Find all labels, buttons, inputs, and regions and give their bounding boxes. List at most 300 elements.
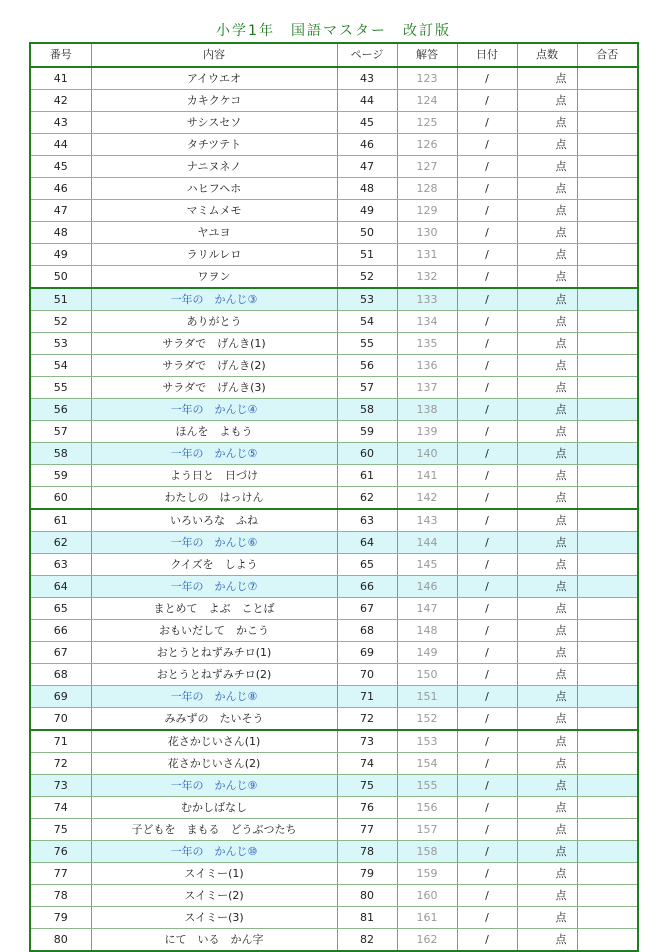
row-date: / [457,266,517,289]
row-pass [577,819,637,841]
row-pass [577,311,637,333]
row-date: / [457,421,517,443]
row-title: にて いる かん字 [91,929,337,951]
header-pass: 合否 [577,44,637,67]
row-date: / [457,200,517,222]
row-score: 点 [517,156,577,178]
row-page: 78 [337,841,397,863]
table-row [31,753,637,775]
row-number: 80 [53,932,68,946]
row-date: / [457,863,517,885]
row-answer-page: 138 [397,399,457,421]
row-pass [577,576,637,598]
row-number: 66 [31,620,91,642]
row-page: 58 [337,399,397,421]
row-title: サラダで げんき(3) [91,377,337,399]
table-row [31,377,637,399]
row-score: 点 [517,421,577,443]
row-date: / [457,333,517,355]
row-number: 68 [31,664,91,686]
row-score: 点 [517,465,577,487]
row-score: 点 [517,819,577,841]
table-row [31,487,637,510]
row-pass [577,156,637,178]
row-number: 50 [31,266,91,289]
row-date: / [457,355,517,377]
row-page: 69 [337,642,397,664]
row-page: 53 [337,288,397,311]
table-row [31,355,637,377]
lesson-table [31,44,637,950]
row-number: 49 [31,244,91,266]
row-page: 48 [337,178,397,200]
table-row [31,67,637,90]
row-title: クイズを しよう [91,554,337,576]
row-page: 82 [337,929,397,951]
table-row [31,178,637,200]
table-row [31,686,637,708]
row-number: 58 [31,443,91,465]
row-page: 56 [337,355,397,377]
row-page: 71 [337,686,397,708]
row-number: 75 [31,819,91,841]
row-answer-page: 137 [397,377,457,399]
row-pass [577,200,637,222]
row-answer-page: 154 [397,753,457,775]
row-title: スイミー(3) [91,907,337,929]
row-number: 69 [31,686,91,708]
row-pass [577,863,637,885]
row-title: ほんを よもう [91,421,337,443]
row-number: 79 [31,907,91,929]
row-title: おとうとねずみチロ(2) [91,664,337,686]
row-page: 43 [337,67,397,90]
row-page: 54 [337,311,397,333]
row-date: / [457,244,517,266]
page-title: 小学1年 国語マスター 改訂版 [216,23,451,39]
row-title: タチツテト [91,134,337,156]
row-score: 点 [517,509,577,532]
row-page: 64 [337,532,397,554]
row-score: 点 [517,200,577,222]
row-number: 48 [31,222,91,244]
row-page: 72 [337,708,397,731]
row-answer-page: 126 [397,134,457,156]
row-date: / [457,797,517,819]
row-title: サラダで げんき(1) [91,333,337,355]
row-score: 点 [517,377,577,399]
row-date: / [457,576,517,598]
table-row [31,664,637,686]
row-number: 44 [31,134,91,156]
row-answer-page: 143 [397,509,457,532]
row-answer-page: 129 [397,200,457,222]
row-title: いろいろな ふね [91,509,337,532]
table-row [31,576,637,598]
row-pass [577,134,637,156]
row-title: マミムメモ [91,200,337,222]
row-score: 点 [517,355,577,377]
row-title: 一年の かんじ⑧ [91,686,337,708]
row-title: 一年の かんじ⑥ [91,532,337,554]
row-number: 70 [31,708,91,731]
row-number: 61 [31,509,91,532]
row-title: むかしばなし [91,797,337,819]
row-page: 47 [337,156,397,178]
row-pass [577,686,637,708]
row-score: 点 [517,532,577,554]
table-row [31,134,637,156]
row-pass [577,598,637,620]
row-number: 78 [31,885,91,907]
row-page: 52 [337,266,397,289]
row-number: 47 [31,200,91,222]
row-date: / [457,753,517,775]
row-score: 点 [517,134,577,156]
progress-sheet [29,42,639,952]
table-row [31,797,637,819]
table-row [31,907,637,929]
row-pass [577,730,637,753]
row-number: 45 [31,156,91,178]
row-page: 73 [337,730,397,753]
row-number: 43 [31,112,91,134]
row-title: みみずの たいそう [91,708,337,731]
row-title: アイウエオ [91,67,337,90]
row-answer-page: 159 [397,863,457,885]
row-number: 52 [31,311,91,333]
table-row [31,554,637,576]
row-title: まとめて よぶ ことば [91,598,337,620]
row-page: 44 [337,90,397,112]
row-pass [577,929,637,951]
row-answer-page: 130 [397,222,457,244]
table-row [31,399,637,421]
row-answer-page: 158 [397,841,457,863]
row-title: ヤユヨ [91,222,337,244]
row-score: 点 [517,112,577,134]
row-answer-page: 139 [397,421,457,443]
row-number: 46 [31,178,91,200]
row-date: / [457,642,517,664]
table-row [31,642,637,664]
row-title: 花さかじいさん(1) [91,730,337,753]
row-pass [577,112,637,134]
table-row [31,509,637,532]
table-row [31,156,637,178]
row-answer-page: 157 [397,819,457,841]
row-number: 54 [31,355,91,377]
row-answer-page: 144 [397,532,457,554]
row-answer-page: 128 [397,178,457,200]
row-pass [577,377,637,399]
row-page: 67 [337,598,397,620]
row-number: 51 [31,288,91,311]
table-row [31,885,637,907]
row-page: 62 [337,487,397,510]
row-pass [577,443,637,465]
table-row [31,620,637,642]
row-pass [577,532,637,554]
row-number: 41 [31,67,91,90]
row-page: 65 [337,554,397,576]
table-row [31,532,637,554]
row-score: 点 [517,598,577,620]
row-score: 点 [517,620,577,642]
row-answer-page: 140 [397,443,457,465]
row-answer-page: 147 [397,598,457,620]
row-answer-page: 133 [397,288,457,311]
row-score: 点 [517,487,577,510]
row-number: 65 [31,598,91,620]
table-row [31,288,637,311]
row-answer-page: 150 [397,664,457,686]
row-page: 77 [337,819,397,841]
row-score: 点 [517,266,577,289]
header-number: 番号 [31,44,91,67]
table-row [31,112,637,134]
row-pass [577,67,637,90]
row-score: 点 [517,333,577,355]
row-date: / [457,775,517,797]
table-row [31,266,637,289]
row-page: 76 [337,797,397,819]
row-title: おもいだして かこう [91,620,337,642]
row-title: おとうとねずみチロ(1) [91,642,337,664]
row-title: 一年の かんじ⑦ [91,576,337,598]
row-date: / [457,178,517,200]
row-page: 63 [337,509,397,532]
row-pass [577,620,637,642]
row-pass [577,664,637,686]
row-pass [577,841,637,863]
row-pass [577,355,637,377]
row-score: 点 [517,554,577,576]
row-number: 74 [31,797,91,819]
row-number: 77 [31,863,91,885]
row-score: 点 [517,576,577,598]
row-pass [577,642,637,664]
table-row [31,222,637,244]
row-score: 点 [517,797,577,819]
row-score: 点 [517,244,577,266]
row-answer-page: 123 [397,67,457,90]
row-date: / [457,907,517,929]
row-title: スイミー(2) [91,885,337,907]
row-date: / [457,686,517,708]
row-score: 点 [517,907,577,929]
row-score: 点 [517,90,577,112]
row-page: 57 [337,377,397,399]
table-row [31,819,637,841]
row-score: 点 [517,753,577,775]
row-title: ハヒフヘホ [91,178,337,200]
row-number: 42 [31,90,91,112]
table-row [31,929,637,951]
row-page: 66 [337,576,397,598]
row-pass [577,222,637,244]
row-pass [577,487,637,510]
row-title: ナニヌネノ [91,156,337,178]
row-pass [577,509,637,532]
row-date: / [457,465,517,487]
row-answer-page: 161 [397,907,457,929]
row-number: 76 [31,841,91,863]
row-answer-page: 146 [397,576,457,598]
table-row [31,465,637,487]
row-date: / [457,620,517,642]
row-date: / [457,134,517,156]
row-date: / [457,509,517,532]
row-number: 56 [31,399,91,421]
row-answer-page: 160 [397,885,457,907]
row-score: 点 [517,399,577,421]
row-page: 61 [337,465,397,487]
row-pass [577,399,637,421]
row-title: ワヲン [91,266,337,289]
row-answer-page: 152 [397,708,457,731]
row-answer-page: 135 [397,333,457,355]
row-pass [577,797,637,819]
row-score: 点 [517,642,577,664]
row-number: 71 [31,730,91,753]
row-score: 点 [517,311,577,333]
table-row [31,311,637,333]
row-date: / [457,730,517,753]
row-date: / [457,929,517,951]
table-row [31,200,637,222]
header-content: 内容 [91,44,337,67]
row-number: 72 [31,753,91,775]
row-date: / [457,708,517,731]
row-title: カキクケコ [91,90,337,112]
header-answer: 解答 [397,44,457,67]
row-answer-page: 151 [397,686,457,708]
row-pass [577,753,637,775]
header-score: 点数 [517,44,577,67]
table-row [31,863,637,885]
row-number: 62 [31,532,91,554]
row-score: 点 [517,775,577,797]
row-score: 点 [517,708,577,731]
row-score: 点 [517,288,577,311]
table-row [31,775,637,797]
header-date: 日付 [457,44,517,67]
row-answer-page: 156 [397,797,457,819]
row-score: 点 [517,730,577,753]
row-title: 一年の かんじ③ [91,288,337,311]
row-pass [577,775,637,797]
row-page: 81 [337,907,397,929]
table-row [31,90,637,112]
row-score: 点 [517,929,577,951]
row-answer-page: 131 [397,244,457,266]
row-answer-page: 148 [397,620,457,642]
row-title: 一年の かんじ⑩ [91,841,337,863]
table-row [31,443,637,465]
table-header-row [31,44,637,67]
row-answer-page: 125 [397,112,457,134]
row-pass [577,465,637,487]
row-score: 点 [517,863,577,885]
row-title: 花さかじいさん(2) [91,753,337,775]
table-row [31,730,637,753]
row-pass [577,885,637,907]
row-date: / [457,288,517,311]
row-date: / [457,67,517,90]
row-pass [577,421,637,443]
row-date: / [457,598,517,620]
row-title: スイミー(1) [91,863,337,885]
row-number: 57 [31,421,91,443]
row-answer-page: 141 [397,465,457,487]
row-date: / [457,532,517,554]
row-answer-page: 124 [397,90,457,112]
row-answer-page: 134 [397,311,457,333]
row-page: 46 [337,134,397,156]
row-number: 53 [31,333,91,355]
row-number: 73 [31,775,91,797]
row-pass [577,266,637,289]
table-row [31,244,637,266]
row-pass [577,333,637,355]
row-title: 一年の かんじ④ [91,399,337,421]
row-score: 点 [517,841,577,863]
row-score: 点 [517,664,577,686]
row-page: 68 [337,620,397,642]
row-page: 74 [337,753,397,775]
row-score: 点 [517,67,577,90]
row-page: 51 [337,244,397,266]
row-number: 63 [31,554,91,576]
row-score: 点 [517,443,577,465]
row-number: 60 [31,487,91,510]
row-date: / [457,377,517,399]
row-page: 79 [337,863,397,885]
row-title: 一年の かんじ⑨ [91,775,337,797]
row-answer-page: 136 [397,355,457,377]
row-pass [577,244,637,266]
row-score: 点 [517,178,577,200]
row-date: / [457,156,517,178]
row-title: サラダで げんき(2) [91,355,337,377]
header-page: ページ [337,44,397,67]
row-date: / [457,90,517,112]
row-date: / [457,664,517,686]
row-answer-page: 142 [397,487,457,510]
row-number: 55 [31,377,91,399]
row-pass [577,90,637,112]
row-pass [577,708,637,731]
row-answer-page: 127 [397,156,457,178]
row-date: / [457,841,517,863]
row-date: / [457,885,517,907]
row-answer-page: 162 [397,929,457,951]
row-page: 55 [337,333,397,355]
row-answer-page: 145 [397,554,457,576]
row-number: 67 [31,642,91,664]
row-title: 一年の かんじ⑤ [91,443,337,465]
row-date: / [457,819,517,841]
table-row [31,841,637,863]
row-page: 60 [337,443,397,465]
row-date: / [457,443,517,465]
row-score: 点 [517,686,577,708]
row-page: 49 [337,200,397,222]
row-title: わたしの はっけん [91,487,337,510]
row-date: / [457,399,517,421]
row-answer-page: 155 [397,775,457,797]
